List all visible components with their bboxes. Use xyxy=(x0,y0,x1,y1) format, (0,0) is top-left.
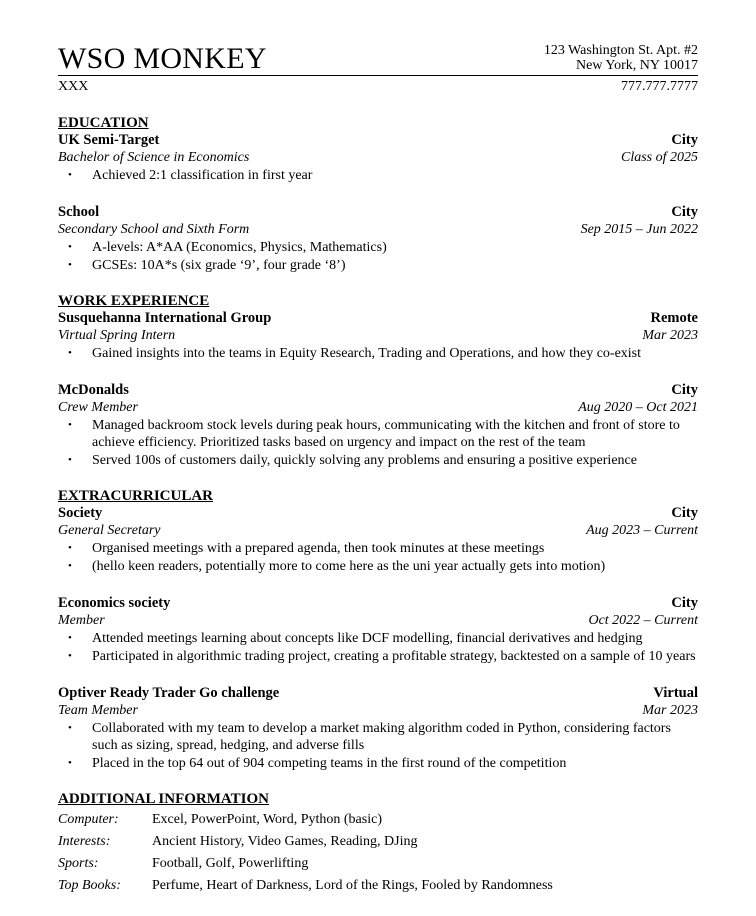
bullet-list xyxy=(58,720,698,772)
role-title: Bachelor of Science in Economics xyxy=(58,150,250,165)
org-name: UK Semi-Target xyxy=(58,132,160,148)
bullet-item xyxy=(58,257,698,274)
bullet-text: Served 100s of customers daily, quickly solving any problems and ensuring a positive experience xyxy=(92,453,637,468)
header-rule xyxy=(58,75,698,76)
candidate-name: WSO MONKEY xyxy=(58,42,267,75)
bullet-text: Placed in the top 64 out of 904 competing teams in the first round of the competition xyxy=(92,756,567,771)
extracurricular-entry xyxy=(58,685,698,772)
info-row-computer xyxy=(58,811,698,828)
info-label: Computer: xyxy=(58,812,119,827)
bullet-list xyxy=(58,345,698,362)
education-entry xyxy=(58,132,698,184)
bullet-text: Collaborated with my team to develop a market making algorithm coded in Python, considering factors such as sizing, spread, hedging, and adverse fills xyxy=(92,721,671,753)
role-title: Virtual Spring Intern xyxy=(58,328,176,343)
bullet-list xyxy=(58,239,698,274)
bullet-item xyxy=(58,345,698,362)
bullet-dot-icon: • xyxy=(68,632,72,644)
education-entry xyxy=(58,204,698,274)
info-row-top-books xyxy=(58,877,698,894)
bullet-dot-icon: • xyxy=(68,259,72,271)
bullet-item xyxy=(58,720,698,754)
info-row-interests xyxy=(58,833,698,850)
info-row-sports xyxy=(58,855,698,872)
bullet-item xyxy=(58,417,698,451)
role-title: General Secretary xyxy=(58,523,161,538)
extracurricular-section xyxy=(58,487,698,772)
address-block xyxy=(544,43,698,73)
date-range: Aug 2020 – Oct 2021 xyxy=(578,400,698,415)
role-title: Team Member xyxy=(58,703,138,718)
org-name: School xyxy=(58,204,100,220)
bullet-text: GCSEs: 10A*s (six grade ‘9’, four grade ‘8’) xyxy=(92,258,346,273)
additional-section xyxy=(58,790,698,894)
bullet-text: Participated in algorithmic trading project, creating a profitable strategy, backtested on a sample of 10 years xyxy=(92,649,696,664)
bullet-text: Organised meetings with a prepared agenda, then took minutes at these meetings xyxy=(92,541,545,556)
date-range: Aug 2023 – Current xyxy=(586,523,698,538)
role-title: Member xyxy=(58,613,105,628)
bullet-item xyxy=(58,558,698,575)
work-entry xyxy=(58,382,698,469)
bullet-dot-icon: • xyxy=(68,241,72,253)
role-title: Secondary School and Sixth Form xyxy=(58,222,250,237)
org-location: Remote xyxy=(650,310,698,326)
org-name: Society xyxy=(58,505,103,521)
org-name: McDonalds xyxy=(58,382,129,398)
bullet-dot-icon: • xyxy=(68,347,72,359)
bullet-dot-icon: • xyxy=(68,542,72,554)
address-line-2: New York, NY 10017 xyxy=(576,58,698,73)
date-range: Mar 2023 xyxy=(642,703,698,718)
org-location: City xyxy=(671,204,698,220)
bullet-list xyxy=(58,167,698,184)
bullet-dot-icon: • xyxy=(68,454,72,466)
bullet-item xyxy=(58,167,698,184)
bullet-item xyxy=(58,648,698,665)
bullet-list xyxy=(58,630,698,665)
bullet-text: Gained insights into the teams in Equity Research, Trading and Operations, and how they co-exist xyxy=(92,346,642,361)
role-title: Crew Member xyxy=(58,400,138,415)
bullet-list xyxy=(58,417,698,469)
bullet-item xyxy=(58,452,698,469)
bullet-text: Managed backroom stock levels during peak hours, communicating with the kitchen and front of store to achieve efficiency. Prioritized tasks based on urgency and impact on the rest of the team xyxy=(92,418,680,450)
date-range: Class of 2025 xyxy=(620,150,698,165)
org-location: City xyxy=(671,132,698,148)
work-entry xyxy=(58,310,698,362)
bullet-item xyxy=(58,630,698,647)
bullet-text: (hello keen readers, potentially more to come here as the uni year actually gets into motion) xyxy=(92,559,606,574)
date-range: Sep 2015 – Jun 2022 xyxy=(580,222,698,237)
org-location: City xyxy=(671,505,698,521)
org-location: City xyxy=(671,595,698,611)
extracurricular-entry xyxy=(58,595,698,665)
bullet-item xyxy=(58,540,698,557)
phone-number: 777.777.7777 xyxy=(621,79,698,94)
section-title-education: EDUCATION xyxy=(58,115,149,131)
org-location: Virtual xyxy=(653,685,698,701)
info-label: Sports: xyxy=(58,856,99,871)
education-section xyxy=(58,114,698,274)
bullet-item xyxy=(58,239,698,256)
org-name: Economics society xyxy=(58,595,171,611)
info-value: Perfume, Heart of Darkness, Lord of the Rings, Fooled by Randomness xyxy=(152,878,553,893)
bullet-text: A-levels: A*AA (Economics, Physics, Mathematics) xyxy=(92,240,387,255)
section-title-work: WORK EXPERIENCE xyxy=(58,293,210,309)
bullet-dot-icon: • xyxy=(68,650,72,662)
bullet-dot-icon: • xyxy=(68,757,72,769)
info-value: Football, Golf, Powerlifting xyxy=(152,856,309,871)
org-name: Susquehanna International Group xyxy=(58,310,272,326)
info-value: Excel, PowerPoint, Word, Python (basic) xyxy=(152,812,382,827)
resume-body xyxy=(58,114,698,899)
info-label: Top Books: xyxy=(58,878,121,893)
bullet-item xyxy=(58,755,698,772)
extracurricular-entry xyxy=(58,505,698,575)
info-value: Ancient History, Video Games, Reading, DJing xyxy=(152,834,418,849)
address-line-1: 123 Washington St. Apt. #2 xyxy=(543,43,698,58)
work-section xyxy=(58,292,698,469)
email-placeholder: XXX xyxy=(58,79,89,94)
org-name: Optiver Ready Trader Go challenge xyxy=(58,685,280,701)
bullet-dot-icon: • xyxy=(68,722,72,734)
bullet-dot-icon: • xyxy=(68,169,72,181)
section-title-extracurricular: EXTRACURRICULAR xyxy=(58,488,214,504)
date-range: Oct 2022 – Current xyxy=(588,613,698,628)
section-title-additional: ADDITIONAL INFORMATION xyxy=(58,791,269,807)
date-range: Mar 2023 xyxy=(642,328,698,343)
bullet-dot-icon: • xyxy=(68,419,72,431)
bullet-text: Attended meetings learning about concepts like DCF modelling, financial derivatives and hedging xyxy=(92,631,643,646)
bullet-list xyxy=(58,540,698,575)
org-location: City xyxy=(671,382,698,398)
info-label: Interests: xyxy=(58,834,111,849)
bullet-dot-icon: • xyxy=(68,560,72,572)
bullet-text: Achieved 2:1 classification in first year xyxy=(92,168,313,183)
